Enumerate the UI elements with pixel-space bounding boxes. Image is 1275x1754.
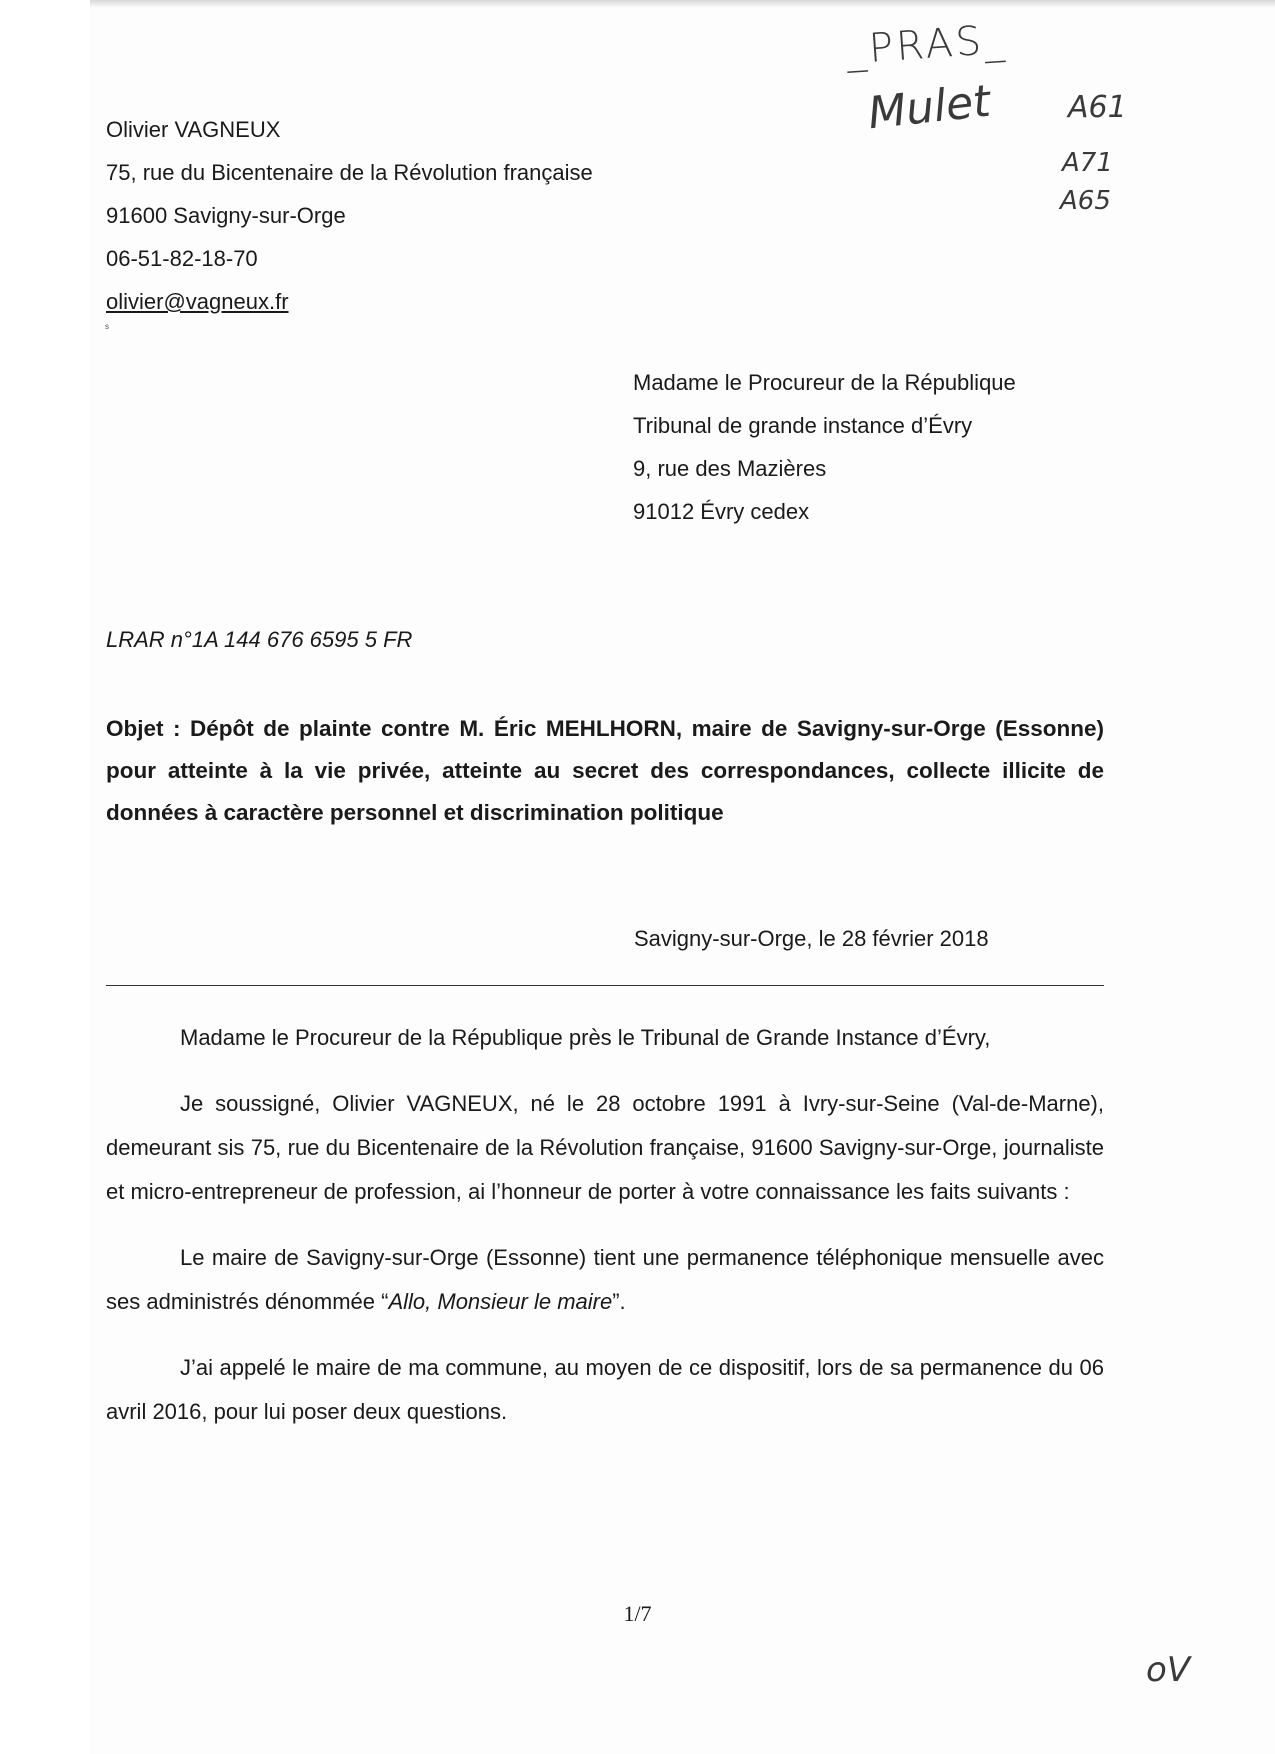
handwritten-note-mulet: Mulet [865,75,993,140]
recipient-line-4: 91012 Évry cedex [633,499,810,524]
recipient-address-block [633,361,1016,533]
page-number: 1/7 [623,1601,652,1626]
salutation: Madame le Procureur de la République près le Tribunal de Grande Instance d’Évry, [180,1025,991,1050]
registered-mail-number: LRAR n°1A 144 676 6595 5 FR [106,627,413,652]
stray-mark: s [105,322,109,331]
handwritten-note-a65: A65 [1060,186,1111,216]
paragraph-permanence [106,1236,1104,1324]
scan-margin [0,0,90,1754]
handwritten-initials: oV [1146,1650,1191,1690]
sender-phone: 06-51-82-18-70 [106,246,258,271]
sender-name: Olivier VAGNEUX [106,117,281,142]
handwritten-note-a61: A61 [1068,90,1127,125]
sender-city: 91600 Savigny-sur-Orge [106,203,346,228]
program-name: Allo, Monsieur le maire [388,1289,613,1314]
paragraph-identity: Je soussigné, Olivier VAGNEUX, né le 28 octobre 1991 à Ivry-sur-Seine (Val-de-Marne), demeurant sis 75, rue du Bicentenaire de la Révolution française, 91600 Savigny-sur-Orge, journaliste et micro-entrepreneur de profession, ai l’honneur de porter à votre connaissance les faits suivants : [106,1091,1104,1204]
paragraph-call: J’ai appelé le maire de ma commune, au moyen de ce dispositif, lors de sa permanence du 06 avril 2016, pour lui poser deux questions. [106,1355,1104,1424]
sender-street: 75, rue du Bicentenaire de la Révolution française [106,160,593,185]
recipient-line-2: Tribunal de grande instance d’Évry [633,413,973,438]
recipient-line-3: 9, rue des Mazières [633,456,827,481]
sender-address-block [106,108,593,323]
separator-line [106,985,1104,986]
handwritten-note-pras: _PRAS_ [844,16,1009,74]
handwritten-note-a71: A71 [1062,148,1113,178]
recipient-line-1: Madame le Procureur de la République [633,370,1016,395]
paragraph-permanence-end: ”. [612,1289,626,1314]
scan-shadow [90,0,1275,8]
letter-subject: Objet : Dépôt de plainte contre M. Éric MEHLHORN, maire de Savigny-sur-Orge (Essonne) pour atteinte à la vie privée, atteinte au secret des correspondances, collecte illicite de données à caractère personnel et discrimination politique [106,716,1104,825]
sender-email-link[interactable]: olivier@vagneux.fr [106,289,289,314]
letter-body [106,1016,1104,1456]
letter-date: Savigny-sur-Orge, le 28 février 2018 [634,926,989,951]
paragraph-permanence-text: Le maire de Savigny-sur-Orge (Essonne) tient une permanence téléphonique mensuelle avec ses administrés dénommée “ [106,1245,1104,1314]
